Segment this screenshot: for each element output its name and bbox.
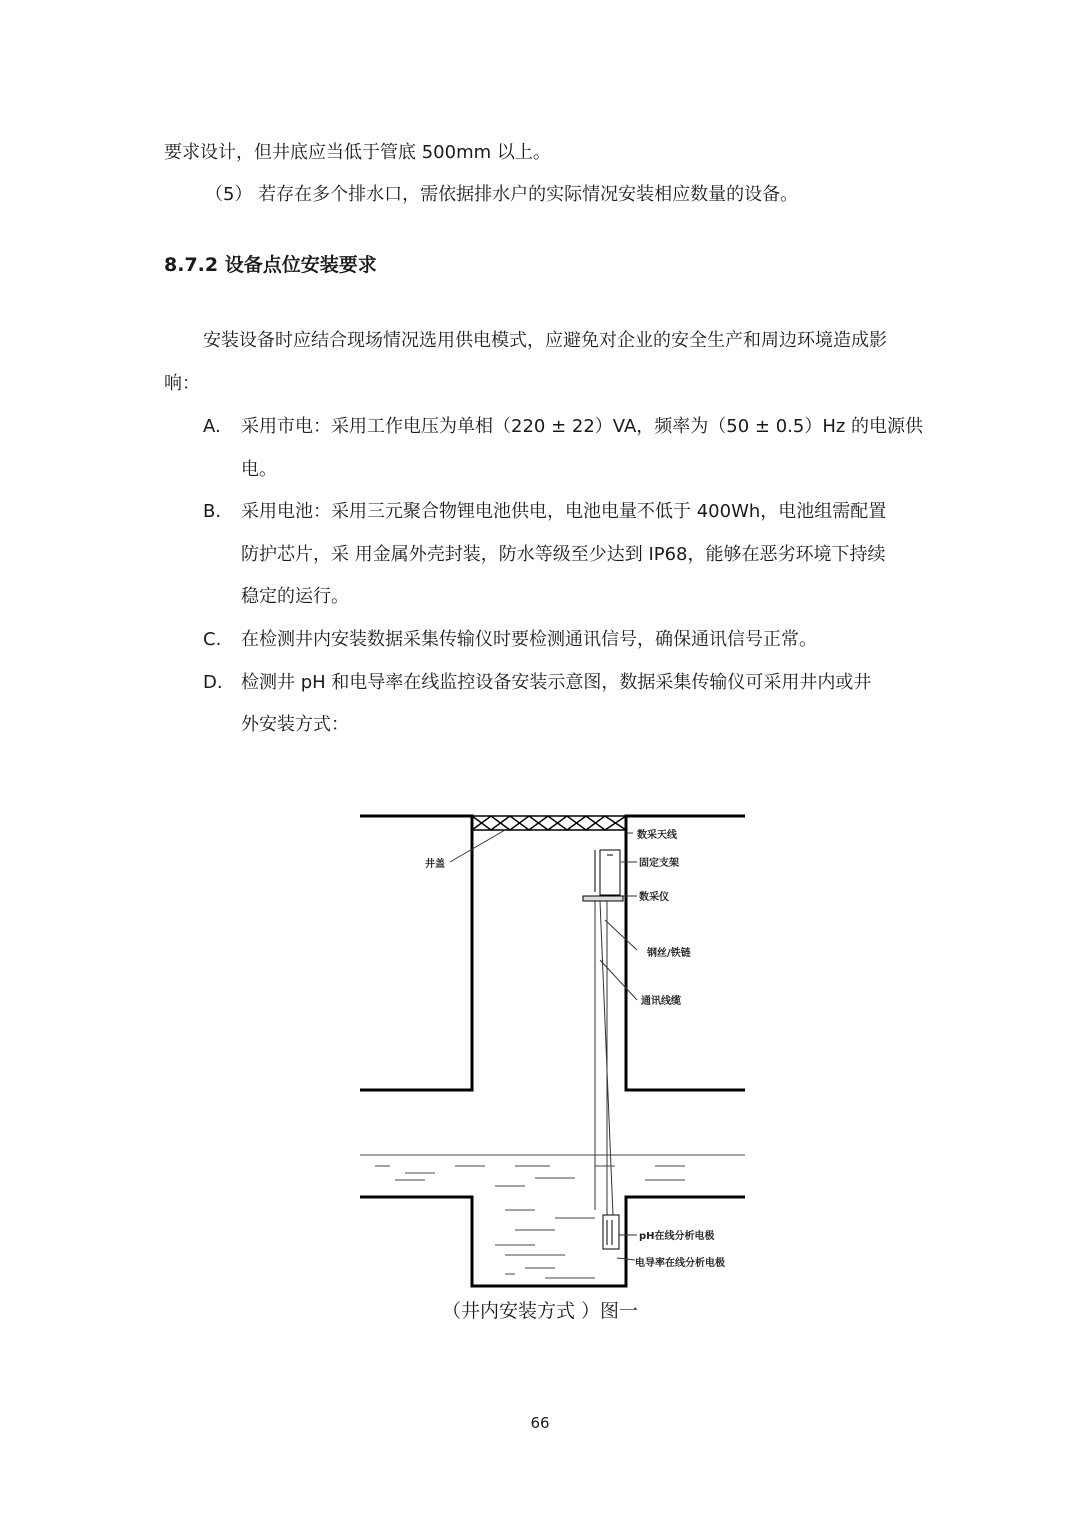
- label-conductivity-electrode: 电导率在线分析电极: [635, 1258, 725, 1269]
- well-cover-truss: [472, 816, 626, 830]
- label-antenna: 数采天线: [637, 830, 677, 841]
- label-wire-chain: 钢丝/铁链: [647, 948, 691, 959]
- item-b-line-2: 防护芯片，采 用金属外壳封装，防水等级至少达到 IP68，能够在恶劣环境下持续: [241, 544, 886, 565]
- page-number: 66: [530, 1414, 550, 1432]
- item-b-line-1: 采用电池：采用三元聚合物锂电池供电，电池电量不低于 400Wh，电池组需配置: [241, 501, 887, 522]
- item-c-marker: C.: [203, 629, 222, 650]
- probe-electrodes: [603, 1215, 619, 1249]
- label-ph-electrode: pH在线分析电极: [639, 1231, 715, 1242]
- antenna-bracket: [583, 850, 623, 901]
- item-d-line-1: 检测井 pH 和电导率在线监控设备安装示意图，数据采集传输仪可采用井内或井: [241, 672, 872, 693]
- intro-line-1: 安装设备时应结合现场情况选用供电模式，应避免对企业的安全生产和周边环境造成影: [203, 330, 887, 351]
- item-c-line-1: 在检测井内安装数据采集传输仪时要检测通讯信号，确保通讯信号正常。: [241, 629, 817, 650]
- diagram-svg: [355, 800, 755, 1300]
- body-line-2: （5） 若存在多个排水口，需依据排水户的实际情况安装相应数量的设备。: [205, 184, 799, 205]
- wire-and-cable: [595, 901, 613, 1215]
- item-d-line-2: 外安装方式：: [241, 714, 349, 735]
- item-d-marker: D.: [203, 672, 223, 693]
- item-a-line-1: 采用市电：采用工作电压为单相（220 ± 22）VA，频率为（50 ± 0.5）Hz 的电源供: [241, 416, 924, 437]
- item-a-marker: A.: [203, 416, 221, 437]
- label-bracket: 固定支架: [639, 858, 679, 869]
- item-a-line-2: 电。: [241, 459, 277, 480]
- intro-line-2: 响：: [164, 373, 200, 394]
- ground-structure: [360, 816, 745, 1286]
- section-heading: 8.7.2 设备点位安装要求: [164, 254, 377, 276]
- label-well-cover: 井盖: [425, 859, 445, 870]
- figure-caption: （井内安装方式 ）图一: [441, 1300, 639, 1322]
- label-comm-cable: 通讯线缆: [641, 996, 681, 1007]
- body-line-1: 要求设计，但井底应当低于管底 500mm 以上。: [164, 142, 551, 163]
- item-b-line-3: 稳定的运行。: [241, 586, 349, 607]
- installation-diagram: [355, 800, 755, 1300]
- label-data-unit: 数采仪: [639, 892, 669, 903]
- item-b-marker: B.: [203, 501, 222, 522]
